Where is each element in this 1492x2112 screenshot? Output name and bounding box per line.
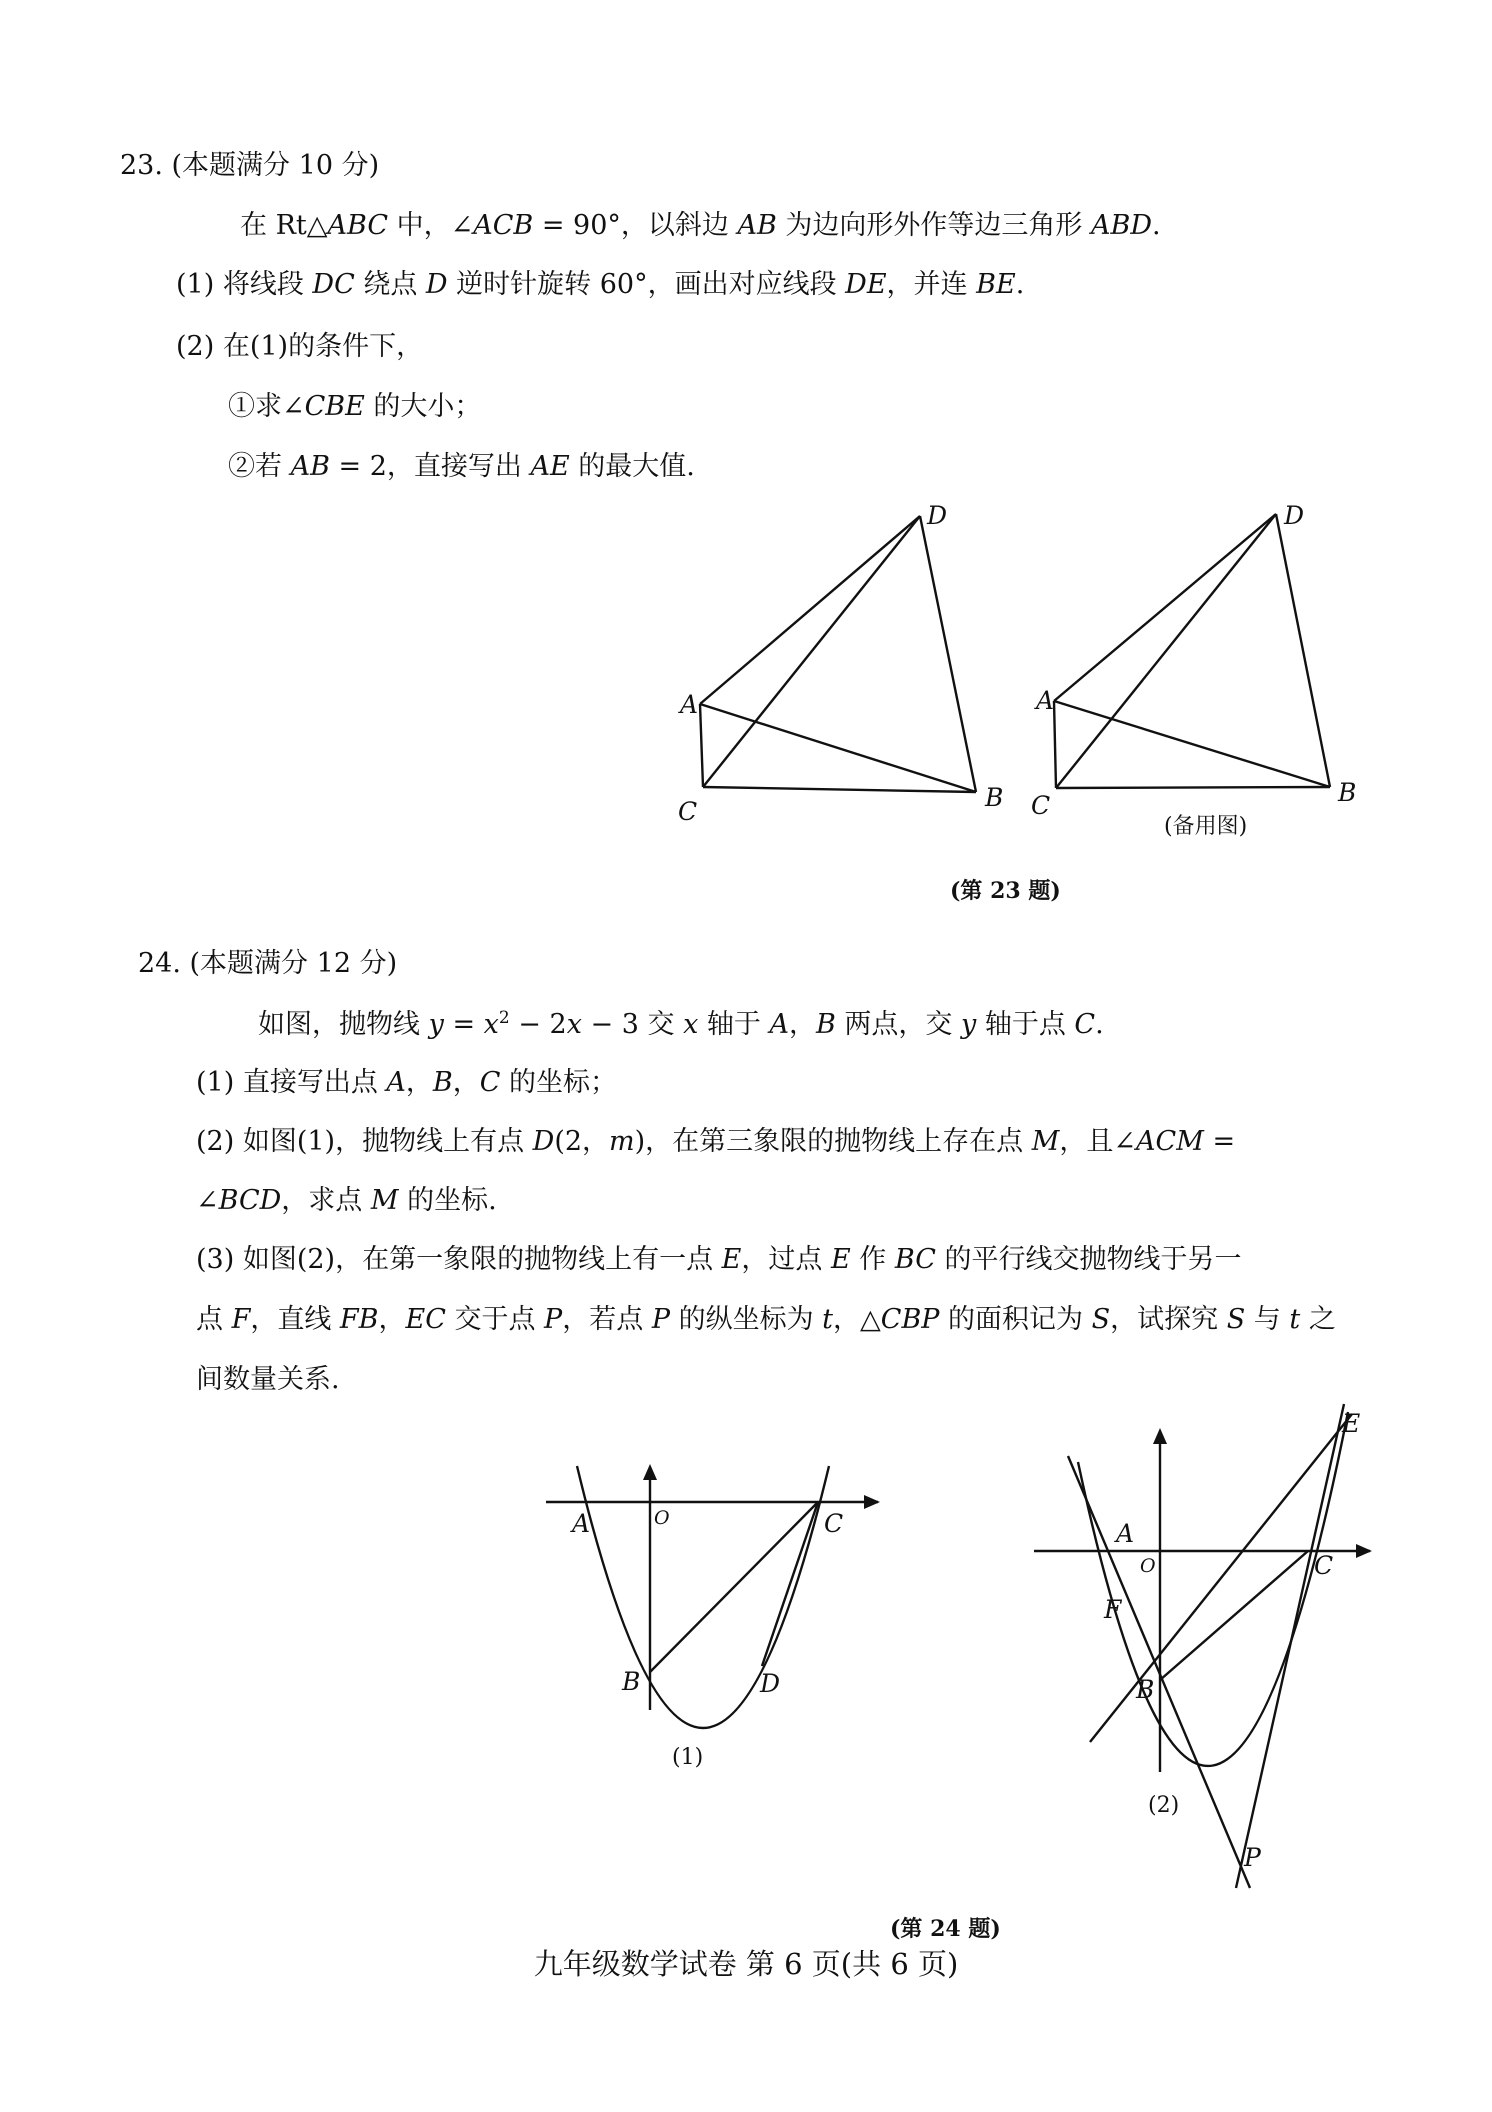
q24-part2-t3: )，在第三象限的抛物线上存在点: [634, 1126, 1032, 1157]
q24-part2-m4: ACM: [1136, 1126, 1204, 1157]
fig2-label-E: E: [1342, 1409, 1361, 1438]
fig2-label-F: F: [1104, 1595, 1122, 1624]
q24-part3-l2-t11: 之: [1300, 1304, 1336, 1335]
fig1-label-O: O: [654, 1507, 670, 1529]
q24-part3-l2-t3: ，: [378, 1304, 406, 1335]
q23-stem-t2: 中，∠: [388, 210, 474, 241]
q24-fig1: [546, 1464, 880, 1728]
q24-part1-m1: A: [386, 1067, 406, 1098]
q24-part3-t3: 作: [850, 1244, 895, 1275]
q24-stem-m1: y: [428, 1009, 444, 1040]
q24-part3-l2-t2: ，直线: [250, 1304, 340, 1335]
q23-stem-t5: .: [1152, 210, 1161, 241]
q23-sub2-m1: AB: [290, 451, 330, 482]
q24-part3-l2-t4: 交于点: [445, 1304, 545, 1335]
q24-part3-l2-m1: F: [231, 1304, 251, 1335]
q24-part1-m2: B: [432, 1067, 453, 1098]
q23-part1-m2: D: [425, 269, 448, 300]
q23-caption: (第 23 题): [950, 878, 1061, 904]
q24-stem-t9: .: [1095, 1009, 1104, 1040]
q23-sub2-t1: ②若: [228, 451, 291, 482]
q24-part3-t1: (3) 如图(2)，在第一象限的抛物线上有一点: [196, 1244, 722, 1275]
q23-part1-t5: .: [1015, 269, 1025, 300]
fig1-x-axis-arrow: [864, 1495, 880, 1509]
q24-part2-l2-t3: 的坐标.: [398, 1185, 497, 1216]
q24-part3-t2: ，过点: [741, 1244, 831, 1275]
q24-stem-t8: 轴于点: [976, 1009, 1075, 1040]
fig1-parabola: [577, 1466, 829, 1728]
q24-part2-t1: (2) 如图(1)，抛物线上有点: [196, 1126, 533, 1157]
q23-part2: (2) 在(1)的条件下，: [176, 331, 424, 362]
fig1-label-A: A: [572, 1509, 591, 1538]
q24-part3-l2-m2: FB: [339, 1304, 379, 1335]
fig2-line-FE: [1090, 1414, 1352, 1742]
q24-part2-t5: =: [1203, 1126, 1236, 1157]
fig1-number: (1): [672, 1745, 704, 1770]
q24-part2-m1: D: [532, 1126, 555, 1157]
q24-stem-t2: =: [443, 1009, 484, 1040]
q24-caption: (第 24 题): [890, 1916, 1001, 1942]
q24-stem-t1: 如图，抛物线: [258, 1009, 429, 1040]
fig2-y-axis-arrow: [1153, 1428, 1167, 1444]
q24-part1-t2: ，: [405, 1067, 433, 1098]
q23-part1-m4: BE: [976, 269, 1016, 300]
q24-stem-m2: x: [483, 1009, 499, 1040]
q24-stem-sup: 2: [498, 1008, 510, 1028]
page-footer: 九年级数学试卷 第 6 页(共 6 页): [533, 1947, 959, 1981]
q23-part1-t3: 逆时针旋转 60°，画出对应线段: [447, 269, 846, 300]
fig2-label-C: C: [1314, 1551, 1334, 1580]
q24-part3-m2: E: [830, 1244, 851, 1275]
q24-part3-l2-t8: 的面积记为: [939, 1304, 1092, 1335]
q24-part2-l2-m2: M: [370, 1185, 399, 1216]
fig2-label-O: O: [1140, 1555, 1156, 1577]
fig2-label-A: A: [1116, 1519, 1135, 1548]
q23-stem-t1: 在 Rt△: [240, 210, 328, 241]
fig1-label-B: B: [622, 1667, 641, 1696]
q24-part3-m1: E: [721, 1244, 742, 1275]
q23-spare-label-B: B: [1338, 778, 1357, 807]
fig1-segment-CD: [762, 1502, 818, 1666]
q24-stem-t7: 两点，交: [835, 1009, 961, 1040]
q24-header: 24. (本题满分 12 分): [138, 948, 398, 979]
q24-part3-l2-m3: EC: [405, 1304, 446, 1335]
q24-part1-t4: 的坐标；: [500, 1067, 618, 1098]
q23-sub2-t3: 的最大值.: [569, 451, 695, 482]
q24-stem-t5: 轴于: [698, 1009, 770, 1040]
q24-part1-t1: (1) 直接写出点: [196, 1067, 387, 1098]
q23-label-A: A: [680, 690, 699, 719]
q24-stem-m8: C: [1074, 1009, 1096, 1040]
q24-part1-t3: ，: [452, 1067, 480, 1098]
q23-stem-m1: ABC: [327, 210, 389, 241]
q23-sub2-t2: = 2，直接写出: [329, 451, 531, 482]
fig2-label-P: P: [1244, 1843, 1261, 1872]
q24-stem-m3: x: [566, 1009, 582, 1040]
q23-part1-m1: DC: [312, 269, 355, 300]
q24-part3-m3: BC: [894, 1244, 936, 1275]
q24-part2-l2-m1: BCD: [218, 1185, 282, 1216]
fig2-number: (2): [1148, 1793, 1180, 1818]
q24-part2-l2-t2: ，求点: [281, 1185, 371, 1216]
q23-sub1-t2: 的大小；: [364, 391, 482, 422]
q23-part1-t1: (1) 将线段: [176, 269, 313, 300]
q24-part3-l2-m9: S: [1226, 1304, 1246, 1335]
q23-header: 23. (本题满分 10 分): [120, 150, 380, 181]
q24-part2-t4: ，且∠: [1059, 1126, 1137, 1157]
q23-sub1-m1: CBE: [304, 391, 365, 422]
fig1-label-D: D: [760, 1669, 781, 1698]
q24-part3-t4: 的平行线交抛物线于另一: [935, 1244, 1242, 1275]
q24-stem-m4: x: [683, 1009, 699, 1040]
fig2-line-EC: [1236, 1404, 1344, 1888]
q24-stem-m6: B: [815, 1009, 836, 1040]
fig2-label-B: B: [1136, 1675, 1155, 1704]
q24-stem-t3: − 2: [509, 1009, 567, 1040]
q23-stem-m4: ABD: [1091, 210, 1152, 241]
q24-part3-l2-t10: 与: [1245, 1304, 1290, 1335]
fig2-x-axis-arrow: [1356, 1544, 1372, 1558]
q23-spare-label-A: A: [1036, 686, 1055, 715]
fig1-label-C: C: [824, 1509, 844, 1538]
q24-part2-m3: M: [1031, 1126, 1060, 1157]
q24-part3-l2-m5: P: [651, 1304, 670, 1335]
q24-stem-t4: − 3 交: [581, 1009, 684, 1040]
q23-part1-t4: ，并连: [886, 269, 977, 300]
q23-spare-caption: (备用图): [1164, 814, 1248, 839]
q24-part3-l2-m6: t: [822, 1304, 834, 1335]
q24-part3-l2-m4: P: [544, 1304, 563, 1335]
q23-stem-t3: = 90°，以斜边: [533, 210, 738, 241]
q24-part2-m2: m: [609, 1126, 635, 1157]
q24-part1-m3: C: [479, 1067, 501, 1098]
q24-stem-t6: ，: [788, 1009, 816, 1040]
q24-fig2: [1034, 1404, 1372, 1888]
q24-part3-l2-m7: CBP: [880, 1304, 940, 1335]
q23-sub1-t1: ①求∠: [228, 391, 305, 422]
q23-stem-m3: AB: [737, 210, 777, 241]
q24-part3-l2-t5: ，若点: [562, 1304, 652, 1335]
q23-spare-label-C: C: [1031, 791, 1051, 820]
q23-stem-m2: ACB: [473, 210, 534, 241]
q24-part3-l2-t1: 点: [196, 1304, 232, 1335]
q24-part2-t2: (2，: [554, 1126, 610, 1157]
q24-stem-m5: A: [769, 1009, 789, 1040]
q23-label-D: D: [927, 501, 948, 530]
q23-stem-t4: 为边向形外作等边三角形: [776, 210, 1091, 241]
q24-part3-l2-t7: ，△: [833, 1304, 881, 1335]
q23-part1-m3: DE: [845, 269, 887, 300]
q24-part2-l2-t1: ∠: [196, 1185, 219, 1216]
q23-sub2-m2: AE: [530, 451, 570, 482]
q24-part3-l2-t6: 的纵坐标为: [669, 1304, 823, 1335]
q23-label-C: C: [678, 797, 698, 826]
q24-part3-l2-m10: t: [1289, 1304, 1301, 1335]
q24-stem-m7: y: [960, 1009, 977, 1040]
q24-part3-l2-m8: S: [1091, 1304, 1111, 1335]
fig1-segment-BC: [650, 1502, 818, 1672]
q24-part3-line3: 间数量关系.: [196, 1364, 340, 1395]
q23-spare-label-D: D: [1284, 501, 1305, 530]
fig1-y-axis-arrow: [643, 1464, 657, 1480]
q24-part3-l2-t9: ，试探究: [1110, 1304, 1227, 1335]
q23-part1-t2: 绕点: [354, 269, 426, 300]
q23-label-B: B: [985, 783, 1004, 812]
